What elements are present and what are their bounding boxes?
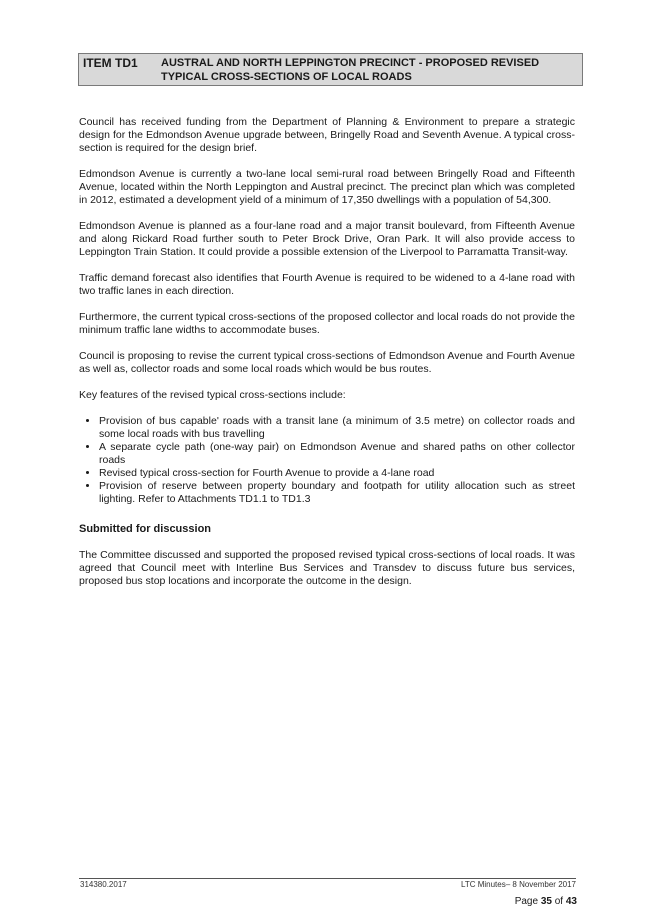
paragraph: Council is proposing to revise the current typical cross-sections of Edmondson Avenue and Fourth Avenue as well as, collector roads and some local roads which would be bus routes. [79, 350, 575, 375]
list-item: • A separate cycle path (one-way pair) on Edmondson Avenue and shared paths on other collector roads [99, 441, 575, 467]
paragraph: Traffic demand forecast also identifies that Fourth Avenue is required to be widened to a 4-lane road with two traffic lanes in each direction. [79, 272, 575, 297]
page-current: 35 [540, 896, 552, 907]
paragraph: Key features of the revised typical cross-sections include: [79, 389, 346, 401]
paragraph: Furthermore, the current typical cross-sections of the proposed collector and local roads do not provide the minimum traffic lane widths to accommodate buses. [79, 311, 575, 336]
paragraph: Edmondson Avenue is planned as a four-lane road and a major transit boulevard, from Fifteenth Avenue and along Rickard Road further south to Peter Brock Drive, Oran Park. It will also provide access to Leppington Train Station. It could provide a possible extension of the Liverpool to Parramatta Transit-way. [79, 220, 575, 258]
footer-reference: 314380.2017 [80, 880, 127, 889]
key-features-list [79, 415, 575, 506]
page-total: 43 [565, 896, 577, 907]
conclusion-paragraph: The Committee discussed and supported the proposed revised typical cross-sections of local roads. It was agreed that Council meet with Interline Bus Services and Transdev to discuss future bus services, proposed bus stop locations and incorporate the outcome in the design. [79, 549, 575, 587]
item-header [78, 53, 583, 86]
page-prefix: Page [514, 896, 539, 907]
item-title: AUSTRAL AND NORTH LEPPINGTON PRECINCT - PROPOSED REVISED TYPICAL CROSS-SECTIONS OF LOCAL ROADS [161, 57, 540, 83]
footer-divider [79, 878, 576, 879]
item-code: ITEM TD1 [83, 56, 138, 70]
page-of: of [554, 896, 564, 907]
list-item: • Revised typical cross-section for Fourth Avenue to provide a 4-lane road [99, 467, 575, 480]
paragraph: Council has received funding from the Department of Planning & Environment to prepare a strategic design for the Edmondson Avenue upgrade between, Bringelly Road and Seventh Avenue. A typical cross-section is required for the design brief. [79, 116, 575, 154]
list-item: • Provision of reserve between property boundary and footpath for utility allocation such as street lighting. Refer to Attachments TD1.1 to TD1.3 [99, 480, 575, 506]
document-body [79, 116, 575, 601]
page-number [515, 896, 577, 907]
footer-document: LTC Minutes– 8 November 2017 [460, 880, 576, 889]
section-heading: Submitted for discussion [79, 523, 212, 535]
paragraph: Edmondson Avenue is currently a two-lane local semi-rural road between Bringelly Road and Fifteenth Avenue, located within the North Leppington and Austral precinct. The precinct plan which was completed in 2012, estimated a development yield of a minimum of 17,350 dwellings with a population of 54,300. [79, 168, 575, 206]
list-item: • Provision of bus capable' roads with a transit lane (a minimum of 3.5 metre) on collector roads and some local roads with bus travelling [99, 415, 575, 441]
